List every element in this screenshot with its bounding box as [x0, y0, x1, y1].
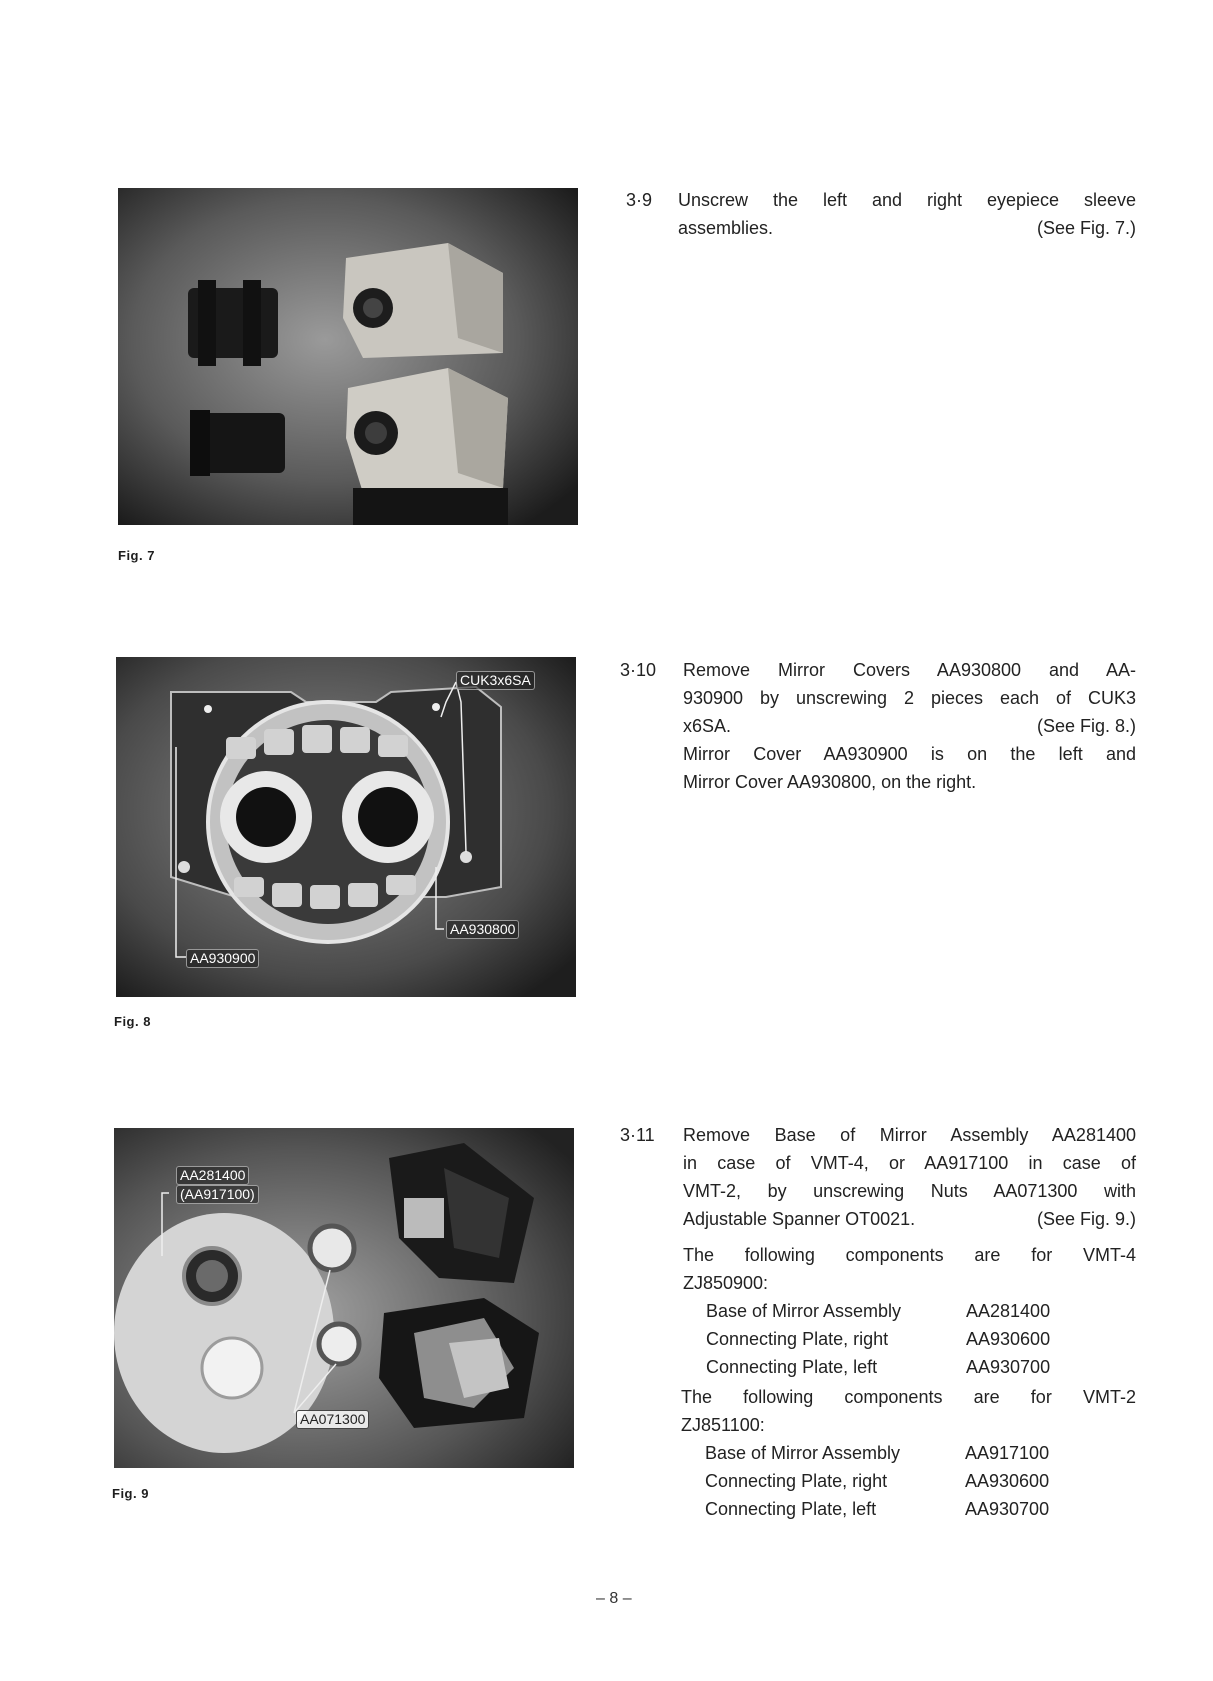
figure-reference: (See Fig. 9.) — [1036, 1209, 1136, 1229]
list-item — [706, 1353, 877, 1381]
step-text-line: 930900 by unscrewing 2 pieces each of CUK3 — [683, 688, 1136, 708]
fig7-photo — [118, 188, 578, 525]
part-code: AA930700 — [966, 1357, 1051, 1377]
vmt4-parts-list — [706, 1297, 1136, 1381]
callout-aa930900: AA930900 — [186, 949, 259, 968]
page-number: – 8 – — [596, 1590, 632, 1607]
callout-aa930800: AA930800 — [446, 920, 519, 939]
list-item — [966, 1297, 1050, 1325]
list-item — [706, 1297, 901, 1325]
callout-aa917100: (AA917100) — [176, 1185, 259, 1204]
step-number: 3·9 — [626, 190, 653, 210]
fig9-photo — [114, 1128, 574, 1468]
list-item — [705, 1467, 887, 1495]
fig7-label: Fig. 7 — [118, 548, 155, 563]
fig8-photo — [116, 657, 576, 997]
component-intro: The following components are for VMT-4 — [683, 1245, 1136, 1265]
vmt2-components — [681, 1383, 1136, 1439]
list-item — [705, 1495, 876, 1523]
part-name: Connecting Plate, left — [706, 1357, 878, 1377]
vmt4-components — [683, 1241, 1136, 1297]
figure-reference: (See Fig. 7.) — [1036, 218, 1136, 238]
step-3-11 — [620, 1121, 1136, 1521]
step-text-line: Mirror Cover AA930800, on the right. — [683, 772, 977, 792]
step-text-line: in case of VMT-4, or AA917100 in case of — [683, 1153, 1136, 1173]
vmt2-parts-list — [705, 1439, 1135, 1523]
step-3-9 — [626, 186, 1136, 246]
step-text-line: Remove Base of Mirror Assembly AA281400 — [683, 1125, 1136, 1145]
part-name: Connecting Plate, right — [705, 1471, 888, 1491]
callout-aa281400: AA281400 — [176, 1166, 249, 1185]
step-text-line: Remove Mirror Covers AA930800 and AA- — [683, 660, 1136, 680]
part-code: AA930600 — [965, 1471, 1050, 1491]
step-text-line: Unscrew the left and right eyepiece sleeve — [678, 190, 1136, 210]
step-number: 3·11 — [620, 1125, 655, 1145]
step-text-line: x6SA. — [683, 716, 732, 736]
part-name: Base of Mirror Assembly — [706, 1301, 902, 1321]
fig9-label: Fig. 9 — [112, 1486, 149, 1501]
list-item — [965, 1467, 1049, 1495]
step-text-line: VMT-2, by unscrewing Nuts AA071300 with — [683, 1181, 1136, 1201]
part-code: AA930700 — [965, 1499, 1050, 1519]
list-item — [705, 1439, 900, 1467]
component-intro: ZJ850900: — [683, 1273, 769, 1293]
step-text-line: assemblies. — [678, 218, 774, 238]
list-item — [965, 1495, 1049, 1523]
part-code: AA917100 — [965, 1443, 1050, 1463]
part-name: Base of Mirror Assembly — [705, 1443, 901, 1463]
part-code: AA930600 — [966, 1329, 1051, 1349]
step-text-line: Adjustable Spanner OT0021. — [683, 1209, 916, 1229]
component-intro: ZJ851100: — [681, 1415, 765, 1435]
part-code: AA281400 — [966, 1301, 1051, 1321]
step-number: 3·10 — [620, 660, 657, 680]
part-name: Connecting Plate, left — [705, 1499, 877, 1519]
callout-cuk3x6sa: CUK3x6SA — [456, 671, 535, 690]
step-text-line: Mirror Cover AA930900 is on the left and — [683, 744, 1136, 764]
figure-reference: (See Fig. 8.) — [1036, 716, 1136, 736]
fig8-label: Fig. 8 — [114, 1014, 151, 1029]
component-intro: The following components are for VMT-2 — [681, 1387, 1136, 1407]
list-item — [965, 1439, 1049, 1467]
callout-aa071300: AA071300 — [296, 1410, 369, 1429]
list-item — [966, 1325, 1050, 1353]
step-3-10 — [620, 656, 1136, 806]
part-name: Connecting Plate, right — [706, 1329, 889, 1349]
list-item — [966, 1353, 1050, 1381]
list-item — [706, 1325, 888, 1353]
